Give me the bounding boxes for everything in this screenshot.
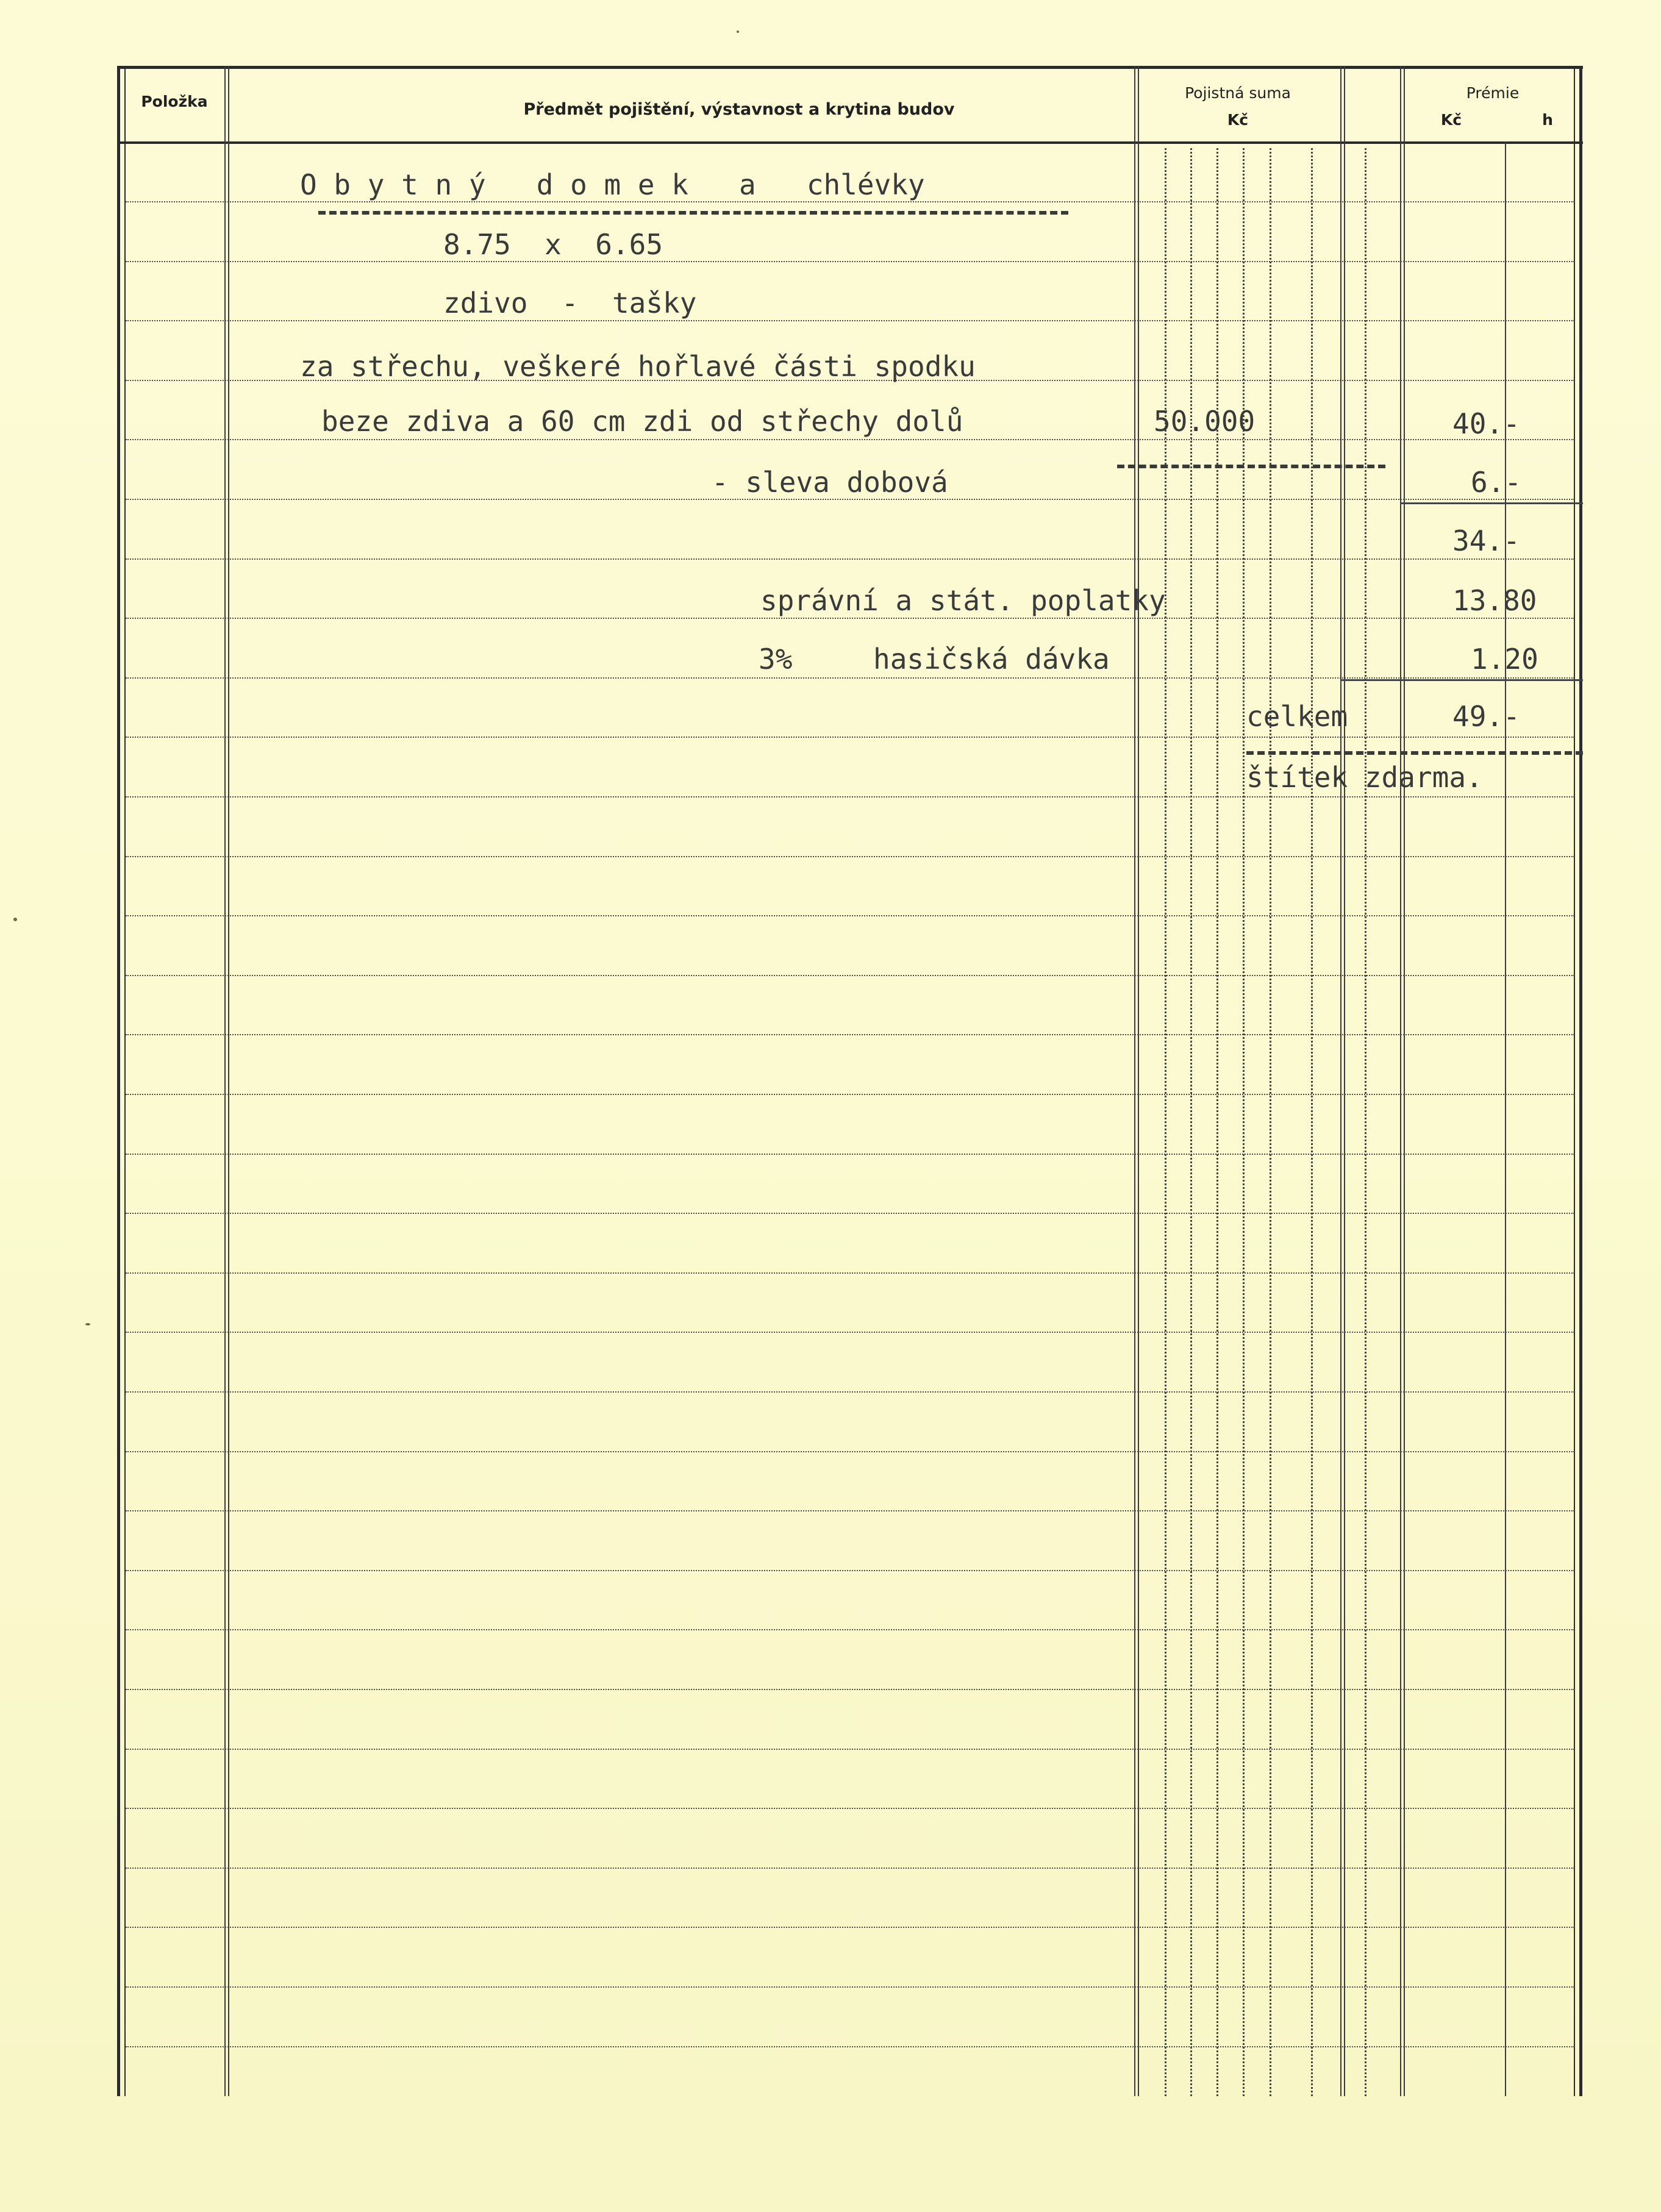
- ruled-row-line: [126, 1570, 1574, 1571]
- ruled-row-line: [126, 1927, 1574, 1928]
- ruled-row-line: [126, 1154, 1574, 1155]
- header-pojistna-suma: Pojistná suma: [1185, 84, 1291, 102]
- ruled-row-line: [126, 320, 1574, 321]
- total-value: 49.-: [1452, 700, 1520, 733]
- ruled-row-line: [126, 1034, 1574, 1035]
- total-label: celkem: [1246, 700, 1348, 733]
- coverage-line-2: beze zdiva a 60 cm zdi od střechy dolů: [321, 405, 963, 438]
- total-rule: [1340, 679, 1583, 681]
- label-note: štítek zdarma.: [1246, 761, 1483, 794]
- fire-value: 1.20: [1471, 643, 1538, 676]
- ruled-row-line: [126, 915, 1574, 916]
- ruled-row-line: [126, 201, 1574, 202]
- ruled-row-line: [126, 1629, 1574, 1630]
- ruled-row-line: [126, 975, 1574, 976]
- insurance-form-table: [117, 66, 1583, 2096]
- fire-percent: 3%: [759, 643, 793, 676]
- ruled-row-line: [126, 261, 1574, 262]
- header-predmet: Předmět pojištění, výstavnost a krytina budov: [523, 100, 955, 119]
- ruled-row-line: [126, 1749, 1574, 1750]
- ruled-row-line: [126, 1510, 1574, 1511]
- ruled-row-line: [126, 1689, 1574, 1690]
- fees-label: správní a stát. poplatky: [760, 584, 1166, 617]
- fees-value: 13.80: [1452, 584, 1537, 617]
- paper-speck: [737, 30, 739, 33]
- ruled-row-line: [126, 2046, 1574, 2047]
- ruled-row-line: [126, 677, 1574, 679]
- total-dashed-separator: [1246, 751, 1583, 755]
- discount-rule: [1400, 502, 1583, 504]
- ruled-row-line: [126, 499, 1574, 500]
- ruled-row-line: [126, 1868, 1574, 1869]
- ruled-row-line: [126, 1391, 1574, 1393]
- ruled-row-line: [126, 1451, 1574, 1452]
- subtotal-value: 34.-: [1452, 524, 1520, 557]
- header-premie-h: h: [1542, 111, 1553, 129]
- ruled-row-line: [126, 1808, 1574, 1809]
- ruled-row-line: [126, 856, 1574, 857]
- header-premie-kc: Kč: [1440, 111, 1462, 129]
- sum-dashed-separator: [1117, 465, 1385, 468]
- ruled-row-line: [126, 1986, 1574, 1988]
- ruled-row-line: [126, 737, 1574, 738]
- coverage-line-1: za střechu, veškeré hořlavé části spodku: [300, 350, 976, 383]
- ruled-row-line: [126, 1094, 1574, 1095]
- fire-label: hasičská dávka: [873, 643, 1110, 676]
- ruled-row-line: [126, 1272, 1574, 1274]
- ruled-row-line: [126, 796, 1574, 797]
- ruled-row-line: [126, 1332, 1574, 1333]
- discount-value: 6.-: [1471, 466, 1522, 499]
- title-dashed-underline: [318, 211, 1068, 215]
- ruled-row-line: [126, 618, 1574, 619]
- ruled-row-line: [126, 439, 1574, 440]
- ruled-row-line: [126, 1213, 1574, 1214]
- sum-insured: 50.000: [1154, 405, 1256, 438]
- discount-label: - sleva dobová: [712, 466, 948, 499]
- header-polozka: Položka: [141, 93, 208, 110]
- entry-title: O b y t n ý d o m e k a chlévky: [300, 168, 925, 201]
- entry-dimensions: 8.75 x 6.65: [443, 228, 663, 261]
- premium-base: 40.-: [1452, 407, 1520, 440]
- paper-speck: [85, 1323, 90, 1325]
- entry-construction: zdivo - tašky: [443, 287, 697, 319]
- paper-speck: [13, 918, 17, 921]
- header-premie: Prémie: [1466, 84, 1520, 102]
- header-pojistna-kc: Kč: [1227, 111, 1249, 129]
- ruled-row-line: [126, 558, 1574, 560]
